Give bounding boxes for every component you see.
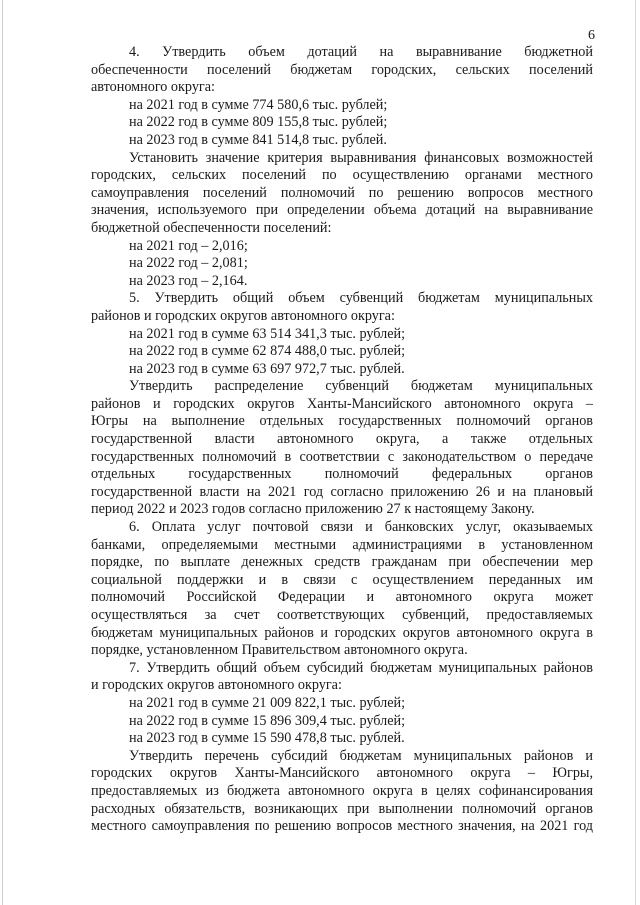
text-line: порядке, установленном Правительством автономного округа. bbox=[91, 642, 468, 659]
text-line: 6. Оплата услуг почтовой связи и банковских услуг, оказываемых bbox=[129, 519, 593, 536]
text-line: и городских округов автономного округа: bbox=[91, 677, 342, 694]
text-line: автономного округа: bbox=[91, 79, 215, 96]
text-line: 5. Утвердить общий объем субвенций бюджетам муниципальных bbox=[129, 290, 593, 307]
scan-edge-left bbox=[2, 0, 3, 905]
text-line: государственных полномочий в соответствии с законодательством о передаче bbox=[91, 448, 593, 465]
text-line: районов и городских округов автономного округа: bbox=[91, 307, 395, 324]
text-line: на 2023 год в сумме 63 697 972,7 тыс. рублей. bbox=[129, 360, 405, 377]
text-line: районов и городских округов Ханты-Мансийского автономного округа – bbox=[91, 395, 593, 412]
text-line: местного самоуправления по решению вопросов местного значения, на 2021 год bbox=[91, 818, 593, 835]
scan-edge-right bbox=[635, 0, 636, 905]
text-line: городских, сельских поселений по осуществлению органами местного bbox=[91, 167, 593, 184]
text-line: на 2021 год в сумме 21 009 822,1 тыс. рублей; bbox=[129, 694, 406, 711]
text-line: 4. Утвердить объем дотаций на выравнивание бюджетной bbox=[129, 44, 593, 60]
text-line: городских округов Ханты-Мансийского автономного округа – Югры, bbox=[91, 765, 593, 782]
text-line: на 2022 год в сумме 62 874 488,0 тыс. рублей; bbox=[129, 343, 406, 360]
text-line: 7. Утвердить общий объем субсидий бюджетам муниципальных районов bbox=[129, 659, 593, 676]
text-line: социальной поддержки и в связи с осуществлением переданных им bbox=[91, 571, 593, 588]
text-line: на 2023 год в сумме 841 514,8 тыс. рублей. bbox=[129, 131, 387, 148]
text-line: государственной власти автономного округа, а также отдельных bbox=[91, 431, 593, 448]
text-line: государственной власти на 2021 год согласно приложению 26 и на плановый bbox=[91, 483, 593, 500]
page-number: 6 bbox=[588, 28, 595, 43]
text-line: Югры на выполнение отдельных государственных полномочий органов bbox=[91, 413, 593, 430]
text-line: на 2022 год в сумме 15 896 309,4 тыс. рублей; bbox=[129, 712, 406, 729]
text-line: бюджетной обеспеченности поселений: bbox=[91, 219, 332, 236]
text-line: обеспеченности поселений бюджетам городских, сельских поселений bbox=[91, 61, 593, 78]
text-line: самоуправления поселений полномочий по решению вопросов местного bbox=[91, 184, 593, 201]
text-line: порядке, по выплате денежных средств гражданам при обеспечении мер bbox=[91, 554, 593, 571]
text-line: банками, определяемыми местными администрациями в установленном bbox=[91, 536, 593, 553]
body-text bbox=[91, 44, 593, 836]
text-line: на 2023 год в сумме 15 590 478,8 тыс. рублей. bbox=[129, 730, 405, 747]
text-line: Утвердить распределение субвенций бюджетам муниципальных bbox=[129, 378, 593, 395]
text-line: отдельных государственных полномочий федеральных органов bbox=[91, 466, 593, 483]
text-line: на 2023 год – 2,164. bbox=[129, 272, 248, 289]
text-line: бюджетам муниципальных районов и городских округов автономного округа в bbox=[91, 624, 593, 641]
text-line: расходных обязательств, возникающих при выполнении полномочий органов bbox=[91, 800, 593, 817]
text-line: период 2022 и 2023 годов согласно приложению 27 к настоящему Закону. bbox=[91, 501, 535, 518]
text-line: Утвердить перечень субсидий бюджетам муниципальных районов и bbox=[129, 747, 593, 764]
text-line: на 2021 год в сумме 774 580,6 тыс. рублей; bbox=[129, 96, 388, 113]
text-line: Установить значение критерия выравнивания финансовых возможностей bbox=[129, 149, 593, 166]
text-line: значения, используемого при определении объема дотаций на выравнивание bbox=[91, 202, 593, 219]
text-line: полномочий Российской Федерации и автономного округа может bbox=[91, 589, 593, 606]
text-line: осуществляться за счет соответствующих субвенций, предоставляемых bbox=[91, 607, 593, 623]
text-line: на 2022 год – 2,081; bbox=[129, 255, 248, 272]
text-line: на 2021 год – 2,016; bbox=[129, 237, 248, 254]
text-line: предоставляемых из бюджета автономного округа в целях софинансирования bbox=[91, 782, 593, 799]
text-line: на 2022 год в сумме 809 155,8 тыс. рублей; bbox=[129, 114, 388, 131]
text-line: на 2021 год в сумме 63 514 341,3 тыс. рублей; bbox=[129, 325, 406, 342]
